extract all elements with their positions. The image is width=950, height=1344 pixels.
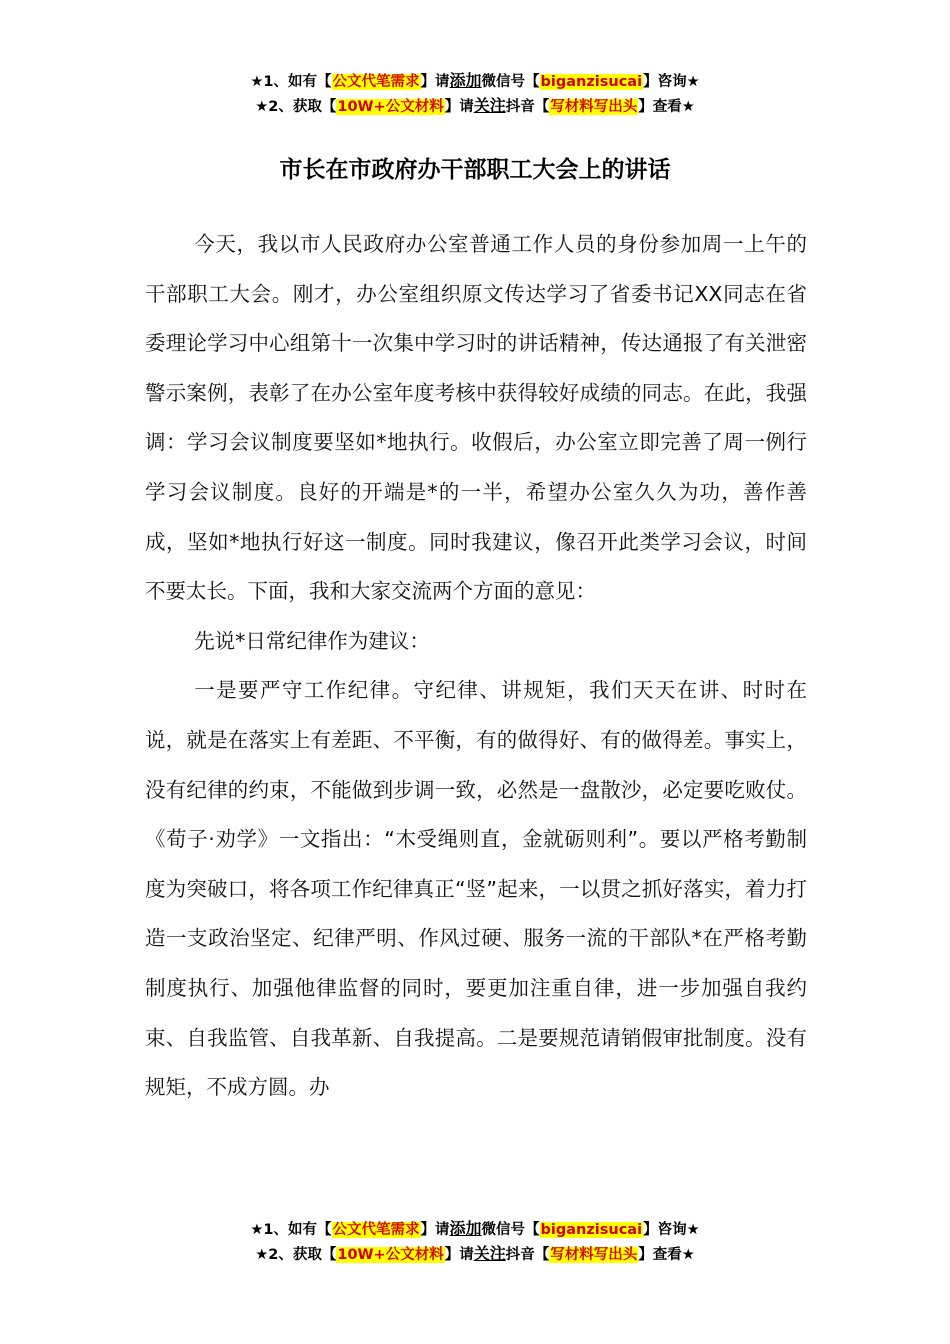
promo-emphasis: 添加 [449, 1219, 482, 1238]
promo-line-2 [0, 1242, 950, 1267]
promo-highlight-wechat-id: biganzisucai [540, 1222, 643, 1238]
promo-text: 】请 [444, 1247, 474, 1263]
promo-text: 微信号【 [481, 74, 540, 90]
promo-text: 抖音【 [505, 99, 550, 115]
promo-emphasis: 关注 [473, 1244, 506, 1263]
promo-highlight: 公文代笔需求 [332, 1222, 420, 1238]
promo-text: 】请 [444, 99, 474, 115]
promo-highlight: 10W+公文材料 [337, 99, 444, 115]
document-body [145, 220, 807, 1113]
promo-text: 】咨询★ [643, 74, 700, 90]
document-title: 市长在市政府办干部职工大会上的讲话 [279, 157, 671, 183]
promo-text: 】查看★ [638, 1247, 695, 1263]
promo-highlight: 10W+公文材料 [337, 1247, 444, 1263]
promo-banner-bottom [0, 1217, 950, 1267]
promo-text: ★2、获取【 [255, 99, 337, 115]
promo-line-1 [0, 69, 950, 94]
promo-highlight: 公文代笔需求 [332, 74, 420, 90]
promo-text: ★1、如有【 [250, 1222, 332, 1238]
promo-text: 】请 [420, 74, 450, 90]
promo-text: 】请 [420, 1222, 450, 1238]
promo-highlight-douyin-id: 写材料写出头 [550, 1247, 638, 1263]
promo-line-2 [0, 94, 950, 119]
promo-highlight-wechat-id: biganzisucai [540, 74, 643, 90]
promo-text: 抖音【 [505, 1247, 550, 1263]
promo-text: 】咨询★ [643, 1222, 700, 1238]
body-paragraph: 今天，我以市人民政府办公室普通工作人员的身份参加周一上午的干部职工大会。刚才，办公室组织原文传达学习了省委书记XX同志在省委理论学习中心组第十一次集中学习时的讲话精神，传达通报了有关泄密警示案例，表彰了在办公室年度考核中获得较好成绩的同志。在此，我强调：学习会议制度要坚如*地执行。收假后，办公室立即完善了周一例行学习会议制度。良好的开端是*的一半，希望办公室久久为功，善作善成，坚如*地执行好这一制度。同时我建议，像召开此类学习会议，时间不要太长。下面，我和大家交流两个方面的意见： [145, 232, 807, 604]
promo-text: ★2、获取【 [255, 1247, 337, 1263]
body-paragraph: 先说*日常纪律作为建议： [194, 628, 430, 653]
promo-text: 】查看★ [638, 99, 695, 115]
promo-banner-top [0, 69, 950, 119]
promo-emphasis: 关注 [473, 96, 506, 115]
promo-line-1 [0, 1217, 950, 1242]
promo-text: ★1、如有【 [250, 74, 332, 90]
promo-text: 微信号【 [481, 1222, 540, 1238]
body-paragraph: 一是要严守工作纪律。守纪律、讲规矩，我们天天在讲、时时在说，就是在落实上有差距、不平衡，有的做得好、有的做得差。事实上，没有纪律的约束，不能做到步调一致，必然是一盘散沙，必定要吃败仗。《荀子·劝学》一文指出：“木受绳则直，金就砺则利”。要以严格考勤制度为突破口，将各项工作纪律真正“竖”起来，一以贯之抓好落实，着力打造一支政治坚定、纪律严明、作风过硬、服务一流的干部队*在严格考勤制度执行、加强他律监督的同时，要更加注重自律，进一步加强自我约束、自我监管、自我革新、自我提高。二是要规范请销假审批制度。没有规矩，不成方圆。办 [145, 678, 807, 1100]
promo-highlight-douyin-id: 写材料写出头 [550, 99, 638, 115]
promo-emphasis: 添加 [449, 71, 482, 90]
